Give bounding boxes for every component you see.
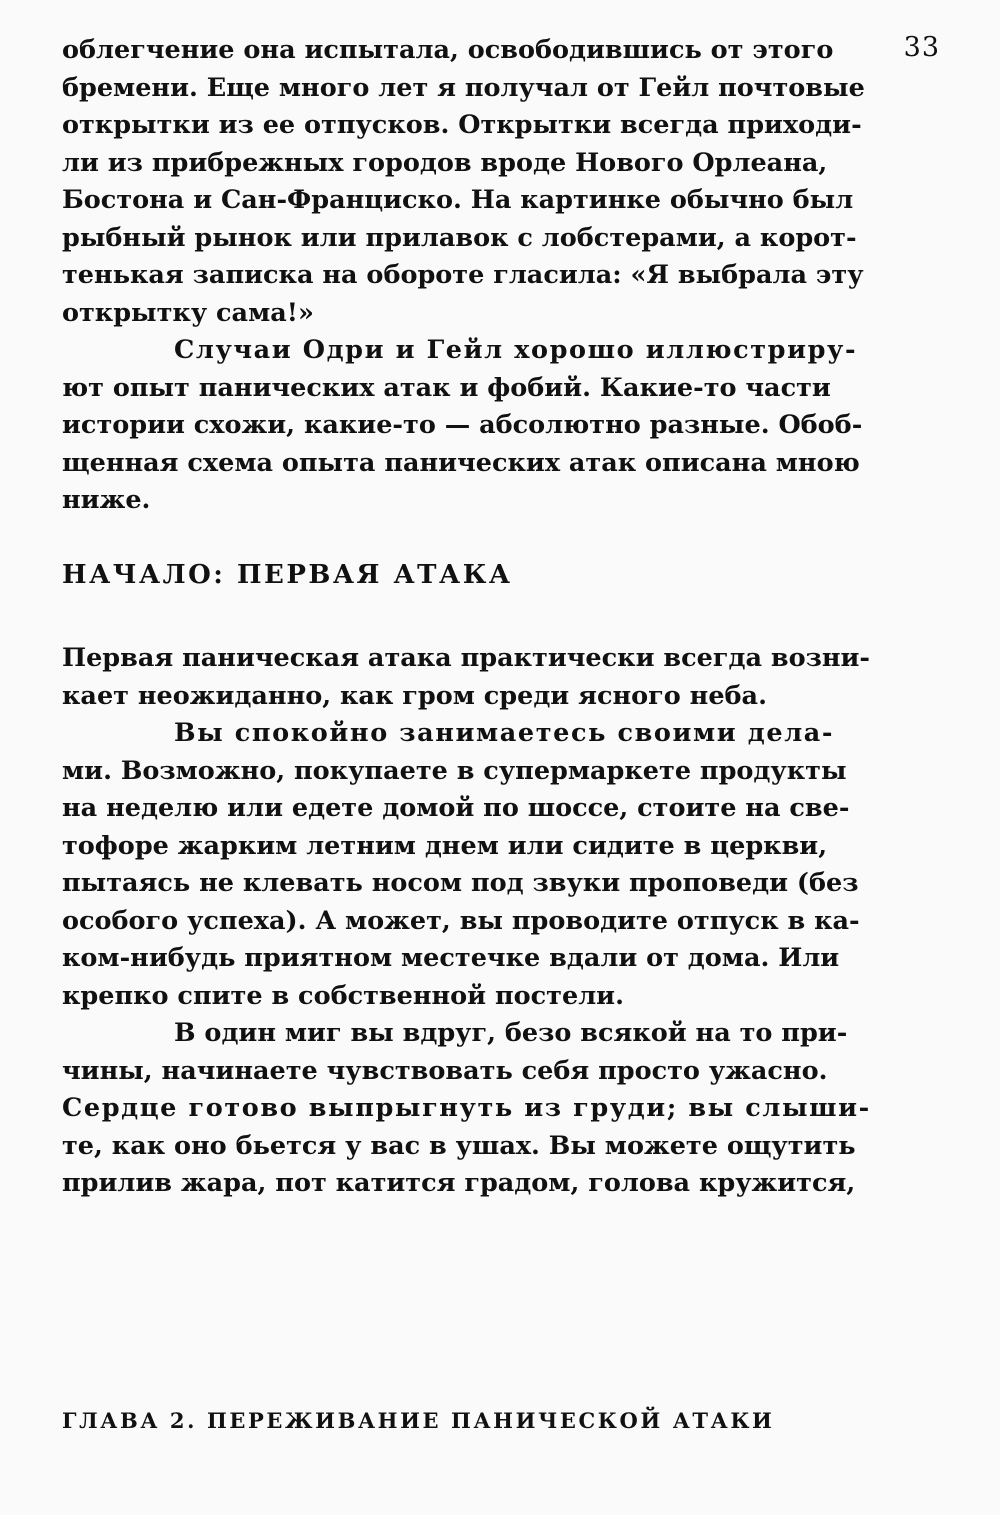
text-line-paragraph-start: В один миг вы вдруг, безо всякой на то при- [174, 1018, 848, 1048]
text-line: чины, начинаете чувствовать себя просто ужасно. [62, 1055, 828, 1086]
text-line: Первая паническая атака практически всегда возни- [62, 643, 871, 673]
text-line: ли из прибрежных городов вроде Нового Орлеана, [62, 147, 828, 178]
text-line: щенная схема опыта панических атак описана мною [62, 447, 860, 478]
body-text-continued [62, 32, 865, 520]
text-line: рыбный рынок или прилавок с лобстерами, а корот- [62, 222, 857, 253]
text-line: на неделю или едете домой по шоссе, стоите на све- [62, 793, 850, 823]
text-line: пытаясь не клевать носом под звуки проповеди (без [62, 868, 859, 898]
text-line: прилив жара, пот катится градом, голова кружится, [62, 1168, 856, 1198]
running-footer: ГЛАВА 2. ПЕРЕЖИВАНИЕ ПАНИЧЕСКОЙ АТАКИ [62, 1408, 775, 1433]
text-line: кает неожиданно, как гром среди ясного неба. [62, 680, 767, 711]
page-number: 33 [903, 32, 940, 63]
text-line: тенькая записка на обороте гласила: «Я выбрала эту [62, 260, 864, 290]
text-line: Бостона и Сан-Франциско. На картинке обычно был [62, 185, 854, 215]
text-line: крепко спите в собственной постели. [62, 980, 624, 1011]
text-line: бремени. Еще много лет я получал от Гейл почтовые [62, 72, 865, 103]
section-heading: НАЧАЛО: ПЕРВАЯ АТАКА [62, 560, 513, 590]
text-line: ком-нибудь приятном местечке вдали от дома. Или [62, 943, 840, 973]
text-line: ниже. [62, 485, 151, 515]
text-line: особого успеха). А может, вы проводите отпуск в ка- [62, 905, 860, 936]
text-line: открытку сама!» [62, 297, 314, 328]
body-text-section [62, 640, 871, 1203]
text-line: ют опыт панических атак и фобий. Какие-то части [62, 372, 831, 403]
text-line: облегчение она испытала, освободившись от этого [62, 35, 834, 65]
text-line: открытки из ее отпусков. Открытки всегда приходи- [62, 110, 862, 140]
text-line: тофоре жарким летним днем или сидите в церкви, [62, 830, 828, 861]
text-line: истории схожи, какие-то — абсолютно разные. Обоб- [62, 410, 863, 440]
text-line-paragraph-start: Случаи Одри и Гейл хорошо иллюстриру- [174, 335, 858, 365]
text-line: те, как оно бьется у вас в ушах. Вы можете ощутить [62, 1130, 856, 1161]
text-line-paragraph-start: Вы спокойно занимаетесь своими дела- [174, 718, 835, 748]
text-line: ми. Возможно, покупаете в супермаркете продукты [62, 755, 847, 786]
text-line: Сердце готово выпрыгнуть из груди; вы слыши- [62, 1093, 871, 1123]
